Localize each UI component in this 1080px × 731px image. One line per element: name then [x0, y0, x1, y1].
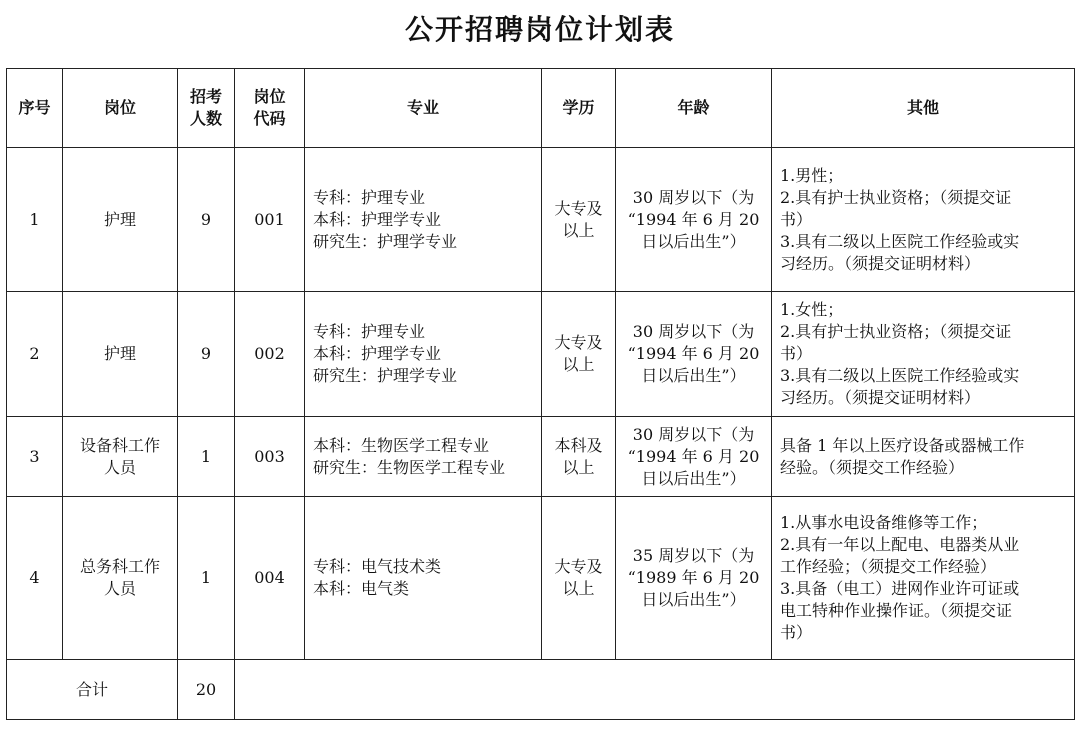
cell-other-line: 工作经验；（须提交工作经验） — [780, 557, 997, 576]
cell-count: 9 — [178, 148, 235, 292]
cell-edu-line: 大专及 — [554, 557, 603, 576]
cell-edu-line: 本科及 — [554, 435, 603, 455]
cell-seq: 4 — [7, 497, 63, 660]
cell-age-line: 日以后出生”） — [641, 366, 746, 385]
cell-edu — [542, 417, 616, 497]
total-label: 合计 — [7, 660, 178, 720]
cell-post-line: 总务科工作 — [79, 557, 160, 576]
cell-code: 004 — [235, 497, 305, 660]
cell-other-line: 2.具有护士执业资格；（须提交证 — [780, 187, 1012, 207]
cell-other-line: 习经历。（须提交证明材料） — [780, 388, 981, 407]
table-row — [7, 497, 1075, 660]
cell-major — [305, 417, 542, 497]
cell-major-line: 本科：生物医学工程专业 — [313, 435, 490, 455]
cell-count: 1 — [178, 417, 235, 497]
cell-major — [305, 292, 542, 417]
recruitment-plan-table — [6, 68, 1075, 720]
cell-edu-line: 以上 — [562, 457, 595, 477]
cell-seq: 1 — [7, 148, 63, 292]
cell-age-line: 日以后出生”） — [641, 590, 746, 609]
header-edu: 学历 — [542, 69, 616, 148]
page-title: 公开招聘岗位计划表 — [404, 13, 675, 46]
cell-other — [772, 497, 1075, 660]
cell-age-line: “1994 年 6 月 20 — [627, 344, 760, 363]
header-major: 专业 — [305, 69, 542, 148]
cell-age — [616, 292, 772, 417]
cell-other-line: 习经历。（须提交证明材料） — [780, 253, 981, 273]
cell-post-line: 人员 — [103, 457, 136, 477]
cell-age-line: 35 周岁以下（为 — [632, 546, 755, 565]
cell-major — [305, 497, 542, 660]
cell-other-line: 书） — [780, 623, 813, 642]
header-post: 岗位 — [63, 69, 178, 148]
total-blank — [235, 660, 1075, 720]
cell-other — [772, 292, 1075, 417]
cell-age-line: 30 周岁以下（为 — [632, 424, 755, 444]
cell-age — [616, 497, 772, 660]
cell-code: 001 — [235, 148, 305, 292]
cell-age-line: “1994 年 6 月 20 — [627, 446, 760, 466]
header-other: 其他 — [772, 69, 1075, 148]
cell-major-line: 专科：护理专业 — [313, 187, 426, 207]
cell-edu — [542, 497, 616, 660]
cell-other-line: 2.具有护士执业资格；（须提交证 — [780, 322, 1012, 341]
cell-major-line: 本科：护理学专业 — [313, 344, 442, 363]
table-row — [7, 148, 1075, 292]
cell-other-line: 电工特种作业操作证。（须提交证 — [780, 601, 1013, 620]
header-count — [178, 69, 235, 148]
cell-other-line: 1.从事水电设备维修等工作； — [780, 513, 988, 532]
cell-major-line: 本科：电气类 — [313, 579, 410, 598]
cell-code: 002 — [235, 292, 305, 417]
cell-post-line: 人员 — [103, 579, 136, 598]
cell-edu-line: 以上 — [562, 579, 595, 598]
table-row — [7, 417, 1075, 497]
cell-edu-line: 以上 — [562, 355, 595, 374]
cell-major-line: 本科：护理学专业 — [313, 209, 442, 229]
cell-edu-line: 以上 — [562, 220, 595, 240]
cell-age — [616, 417, 772, 497]
cell-post: 护理 — [63, 292, 178, 417]
table-header-row — [7, 69, 1075, 148]
header-code-label: 岗位代码 — [253, 87, 286, 128]
cell-code: 003 — [235, 417, 305, 497]
table-row — [7, 292, 1075, 417]
header-code — [235, 69, 305, 148]
cell-post — [63, 497, 178, 660]
cell-other-line: 书） — [780, 344, 813, 363]
cell-other-line: 1.女性； — [780, 300, 844, 319]
cell-post-line: 设备科工作 — [79, 435, 160, 455]
cell-age-line: 日以后出生”） — [641, 231, 746, 251]
cell-age-line: 30 周岁以下（为 — [632, 322, 755, 341]
cell-other — [772, 148, 1075, 292]
cell-edu-line: 大专及 — [554, 198, 603, 218]
cell-post: 护理 — [63, 148, 178, 292]
total-row — [7, 660, 1075, 720]
cell-other-line: 2.具有一年以上配电、电器类从业 — [780, 535, 1020, 554]
header-age: 年龄 — [616, 69, 772, 148]
cell-major-line: 研究生：护理学专业 — [313, 231, 458, 251]
header-count-label: 招考人数 — [189, 87, 222, 128]
cell-edu-line: 大专及 — [554, 333, 603, 352]
cell-age-line: “1989 年 6 月 20 — [627, 568, 760, 587]
cell-count: 9 — [178, 292, 235, 417]
cell-age-line: “1994 年 6 月 20 — [627, 209, 760, 229]
cell-other-line: 3.具备（电工）进网作业许可证或 — [780, 579, 1020, 598]
cell-age-line: 日以后出生”） — [641, 468, 746, 488]
total-count: 20 — [178, 660, 235, 720]
cell-other-line: 3.具有二级以上医院工作经验或实 — [780, 366, 1020, 385]
cell-seq: 3 — [7, 417, 63, 497]
cell-age-line: 30 周岁以下（为 — [632, 187, 755, 207]
cell-major-line: 研究生：护理学专业 — [313, 366, 458, 385]
cell-edu — [542, 292, 616, 417]
cell-post — [63, 417, 178, 497]
cell-other-line: 3.具有二级以上医院工作经验或实 — [780, 231, 1020, 251]
cell-major-line: 研究生：生物医学工程专业 — [313, 457, 506, 477]
cell-edu — [542, 148, 616, 292]
cell-other-line: 书） — [780, 209, 813, 229]
cell-major-line: 专科：护理专业 — [313, 322, 426, 341]
cell-other-line: 1.男性； — [780, 165, 844, 185]
cell-count: 1 — [178, 497, 235, 660]
cell-age — [616, 148, 772, 292]
cell-other-line: 具备 1 年以上医疗设备或器械工作 — [780, 435, 1025, 455]
cell-major-line: 专科：电气技术类 — [313, 557, 442, 576]
cell-other-line: 经验。（须提交工作经验） — [780, 457, 965, 477]
header-seq: 序号 — [7, 69, 63, 148]
cell-other — [772, 417, 1075, 497]
cell-seq: 2 — [7, 292, 63, 417]
cell-major — [305, 148, 542, 292]
